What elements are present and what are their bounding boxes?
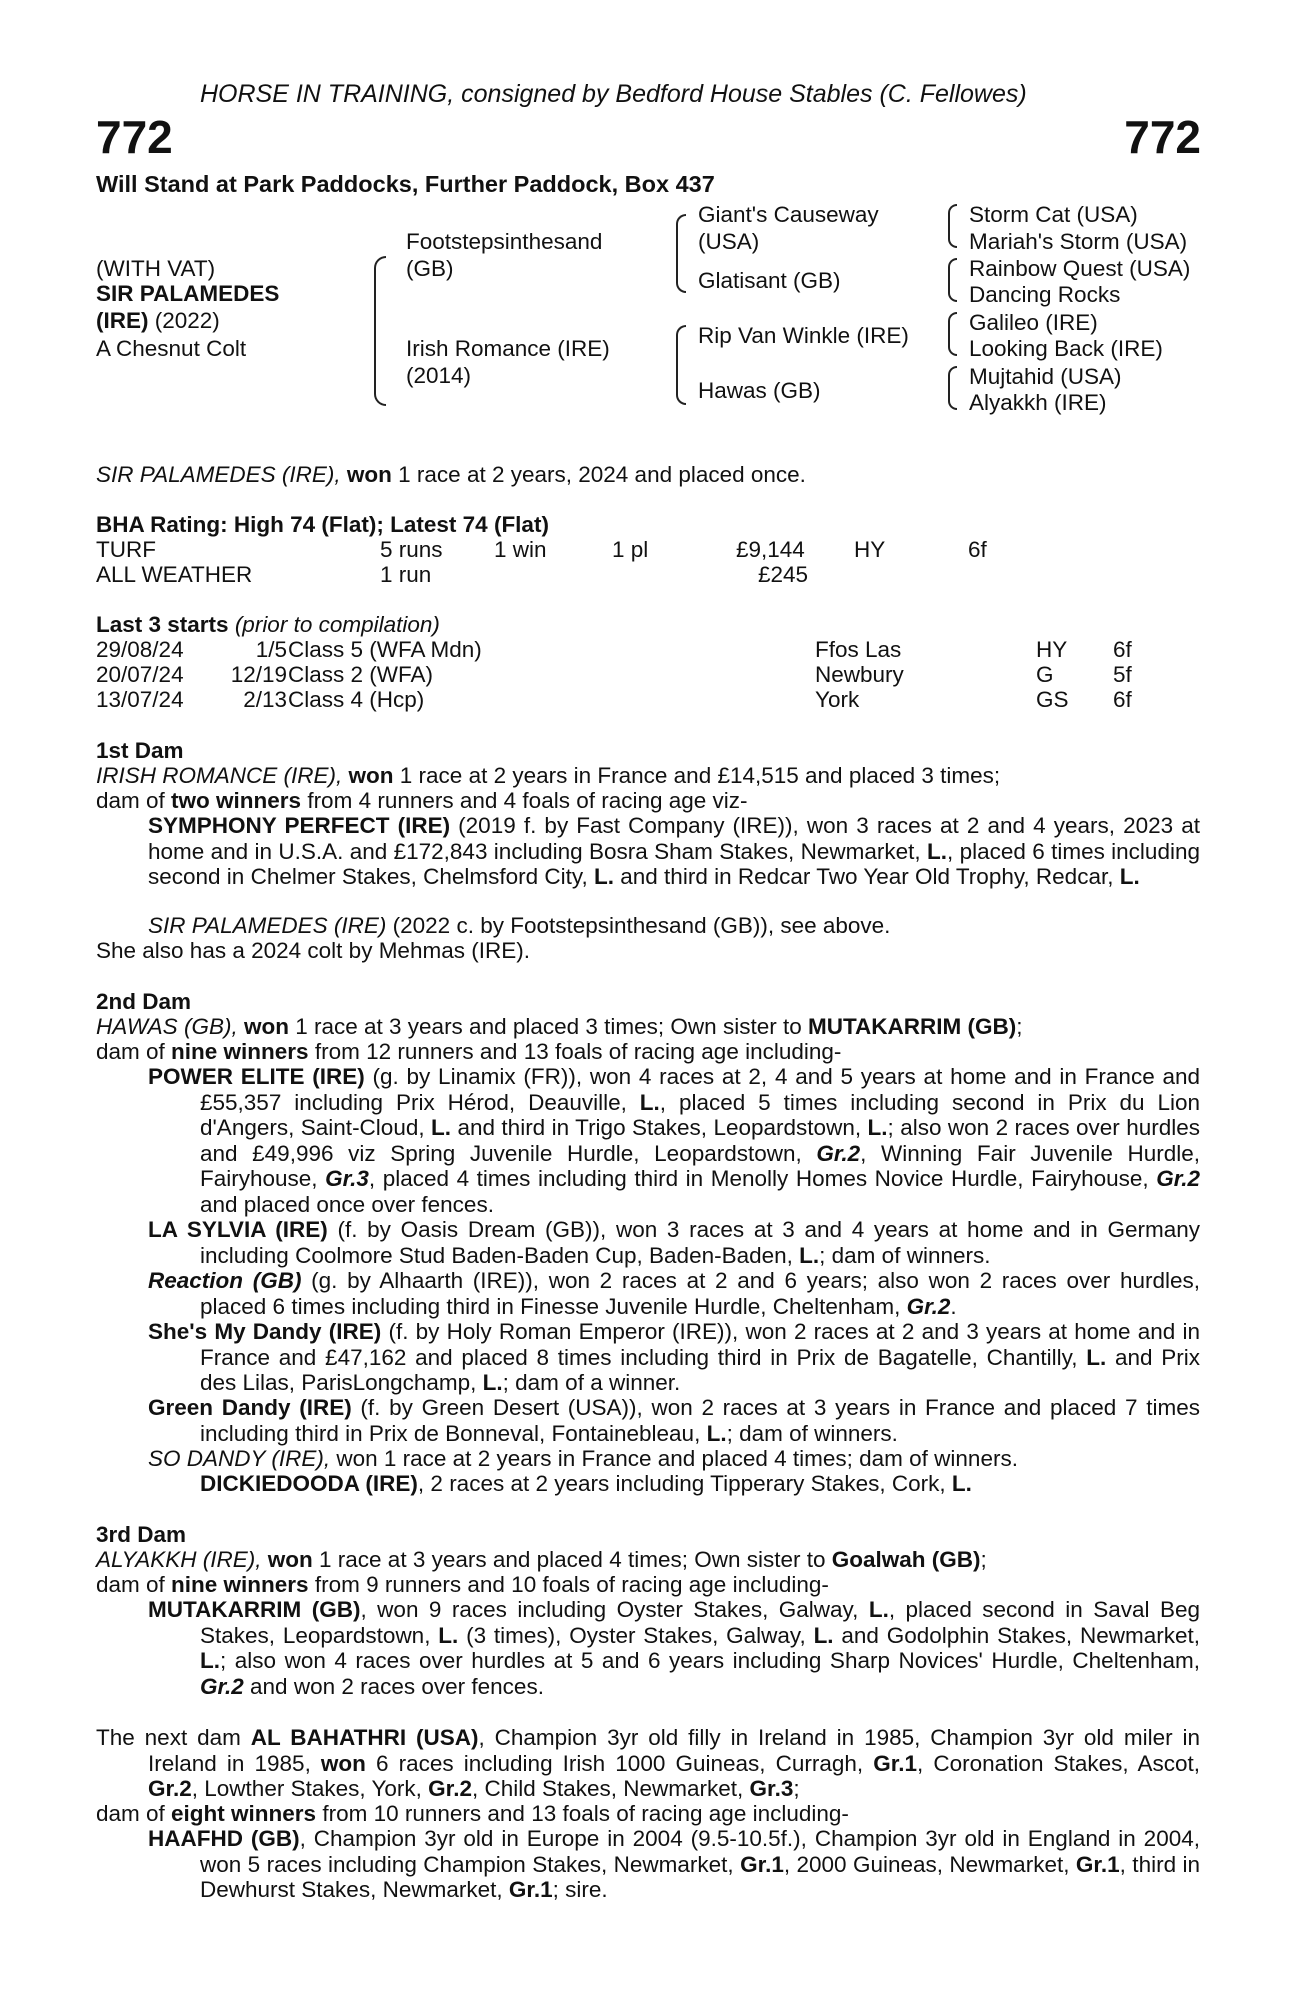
pedigree-bracket (948, 204, 957, 248)
pedigree-bracket (948, 312, 957, 356)
next-dam-line: The next dam AL BAHATHRI (USA), Champion 3yr old filly in Ireland in 1985, Champion 3yr old miler in Ireland in 1985, won 6 races including Irish 1000 Guineas, Curragh, Gr.1, Coronation Stakes, Ascot, Gr.2, Lowther Stakes, York, Gr.2, Child Stakes, Newmarket, Gr.3; (96, 1725, 1201, 1801)
bha-rating: BHA Rating: High 74 (Flat); Latest 74 (Flat) (96, 512, 549, 537)
start-race: Class 4 (Hcp) (288, 687, 425, 712)
horse-name: SIR PALAMEDES (96, 281, 280, 306)
start-position: 1/5 (255, 637, 287, 662)
ss-dam: Mariah's Storm (USA) (969, 229, 1188, 254)
pedigree-bracket (374, 256, 386, 406)
dam-produce-line: dam of nine winners from 9 runners and 10 foals of racing age including- (96, 1572, 829, 1597)
section-heading: 3rd Dam (96, 1522, 187, 1547)
produce-entry: SIR PALAMEDES (IRE) (2022 c. by Footstepsinthesand (GB)), see above. (148, 913, 891, 938)
grand-produce-entry: DICKIEDOODA (IRE), 2 races at 2 years including Tipperary Stakes, Cork, L. (200, 1471, 972, 1496)
sire-country: (GB) (406, 256, 454, 281)
start-date: 20/07/24 (96, 662, 184, 687)
dam-line: IRISH ROMANCE (IRE), won 1 race at 2 years in France and £14,515 and placed 3 times; (96, 763, 1001, 788)
produce-entry: HAAFHD (GB), Champion 3yr old in Europe in 2004 (9.5-10.5f.), Champion 3yr old in England in 2004, won 5 races including Champion Stakes, Newmarket, Gr.1, 2000 Guineas, Newmarket, Gr.1, third in Dewhurst Stakes, Newmarket, Gr.1; sire. (148, 1826, 1200, 1902)
sire-sire: Giant's Causeway (698, 202, 879, 227)
produce-entry: LA SYLVIA (IRE) (f. by Oasis Dream (GB)), won 3 races at 3 and 4 years at home and in Germany including Coolmore Stud Baden-Baden Cup, Baden-Baden, L.; dam of winners. (148, 1217, 1200, 1268)
ds-sire: Galileo (IRE) (969, 310, 1098, 335)
start-going: G (1036, 662, 1054, 687)
record-places: 1 pl (612, 537, 649, 562)
record-runs: 5 runs (380, 537, 443, 562)
produce-entry: Green Dandy (IRE) (f. by Green Desert (USA)), won 2 races at 3 years in France and placed 7 times including third in Prix de Bonneval, Fontainebleau, L.; dam of winners. (148, 1395, 1200, 1446)
start-race: Class 5 (WFA Mdn) (288, 637, 482, 662)
sire-name: Footstepsinthesand (406, 229, 603, 254)
start-going: HY (1036, 637, 1068, 662)
dam-produce-line: dam of two winners from 4 runners and 4 foals of racing age viz- (96, 788, 748, 813)
lot-number-left: 772 (96, 111, 173, 163)
start-course: Newbury (815, 662, 904, 687)
record-going: HY (854, 537, 886, 562)
produce-entry: Reaction (GB) (g. by Alhaarth (IRE)), won 2 races at 2 and 6 years; also won 2 races over hurdles, placed 6 times including third in Finesse Juvenile Hurdle, Cheltenham, Gr.2. (148, 1268, 1200, 1319)
record-surface: ALL WEATHER (96, 562, 253, 587)
dam-year: (2014) (406, 363, 472, 388)
pedigree-bracket (676, 214, 686, 293)
start-position: 12/19 (230, 662, 287, 687)
race-summary: SIR PALAMEDES (IRE), won 1 race at 2 years, 2024 and placed once. (96, 462, 806, 487)
dam-produce-line: dam of nine winners from 12 runners and 13 foals of racing age including- (96, 1039, 842, 1064)
pedigree-bracket (676, 325, 686, 405)
start-date: 13/07/24 (96, 687, 184, 712)
pedigree-bracket (948, 366, 957, 410)
sd-sire: Rainbow Quest (USA) (969, 256, 1191, 281)
lot-number-right: 772 (1124, 111, 1201, 163)
start-going: GS (1036, 687, 1069, 712)
record-distance: 6f (968, 537, 987, 562)
dd-dam: Alyakkh (IRE) (969, 390, 1107, 415)
ss-sire: Storm Cat (USA) (969, 202, 1138, 227)
horse-country-year: (IRE) (2022) (96, 308, 220, 333)
record-surface: TURF (96, 537, 156, 562)
section-heading: 1st Dam (96, 738, 184, 763)
pedigree-bracket (948, 258, 957, 302)
sire-dam: Glatisant (GB) (698, 268, 841, 293)
produce-entry: She's My Dandy (IRE) (f. by Holy Roman Emperor (IRE)), won 2 races at 2 and 3 years at home and in France and £47,162 and placed 8 times including third in Prix de Bagatelle, Chantilly, L. and Prix des Lilas, ParisLongchamp, L.; dam of a winner. (148, 1319, 1200, 1395)
stable-location: Will Stand at Park Paddocks, Further Paddock, Box 437 (96, 171, 715, 197)
start-distance: 5f (1113, 662, 1132, 687)
horse-description: A Chesnut Colt (96, 336, 247, 361)
produce-entry: SO DANDY (IRE), won 1 race at 2 years in France and placed 4 times; dam of winners. (148, 1446, 1018, 1471)
produce-entry: POWER ELITE (IRE) (g. by Linamix (FR)), won 4 races at 2, 4 and 5 years at home and in France and £55,357 including Prix Hérod, Deauville, L., placed 5 times including second in Prix du Lion d'Angers, Saint-Cloud, L. and third in Trigo Stakes, Leopardstown, L.; also won 2 races over hurdles and £49,996 viz Spring Juvenile Hurdle, Leopardstown, Gr.2, Winning Fair Juvenile Hurdle, Fairyhouse, Gr.3, placed 4 times including third in Menolly Homes Novice Hurdle, Fairyhouse, Gr.2 and placed once over fences. (148, 1064, 1201, 1217)
dam-produce-line: dam of eight winners from 10 runners and 13 foals of racing age including- (96, 1801, 849, 1826)
sire-sire-country: (USA) (698, 229, 760, 254)
record-wins: 1 win (494, 537, 547, 562)
ds-dam: Looking Back (IRE) (969, 336, 1163, 361)
dam-sire: Rip Van Winkle (IRE) (698, 323, 909, 348)
start-course: York (815, 687, 860, 712)
dam-dam: Hawas (GB) (698, 378, 821, 403)
start-distance: 6f (1113, 687, 1132, 712)
start-date: 29/08/24 (96, 637, 184, 662)
last-starts-heading: Last 3 starts (prior to compilation) (96, 612, 440, 637)
section-heading: 2nd Dam (96, 989, 192, 1014)
dam-line: ALYAKKH (IRE), won 1 race at 3 years and placed 4 times; Own sister to Goalwah (GB); (96, 1547, 987, 1572)
record-earnings: £9,144 (736, 537, 805, 562)
dam-note: She also has a 2024 colt by Mehmas (IRE). (96, 938, 530, 963)
consignor-line: HORSE IN TRAINING, consigned by Bedford House Stables (C. Fellowes) (200, 80, 1027, 108)
start-course: Ffos Las (815, 637, 902, 662)
dam-line: HAWAS (GB), won 1 race at 3 years and placed 3 times; Own sister to MUTAKARRIM (GB); (96, 1014, 1023, 1039)
vat-note: (WITH VAT) (96, 256, 216, 281)
record-runs: 1 run (380, 562, 432, 587)
record-earnings: £245 (758, 562, 809, 587)
start-position: 2/13 (243, 687, 287, 712)
start-distance: 6f (1113, 637, 1132, 662)
start-race: Class 2 (WFA) (288, 662, 434, 687)
produce-entry: SYMPHONY PERFECT (IRE) (2019 f. by Fast Company (IRE)), won 3 races at 2 and 4 years, 2023 at home and in U.S.A. and £172,843 including Bosra Sham Stakes, Newmarket, L., placed 6 times including second in Chelmer Stakes, Chelmsford City, L. and third in Redcar Two Year Old Trophy, Redcar, L. (148, 813, 1200, 889)
sd-dam: Dancing Rocks (969, 282, 1121, 307)
dd-sire: Mujtahid (USA) (969, 364, 1122, 389)
produce-entry: MUTAKARRIM (GB), won 9 races including Oyster Stakes, Galway, L., placed second in Saval Beg Stakes, Leopardstown, L. (3 times), Oyster Stakes, Galway, L. and Godolphin Stakes, Newmarket, L.; also won 4 races over hurdles at 5 and 6 years including Sharp Novices' Hurdle, Cheltenham, Gr.2 and won 2 races over fences. (148, 1597, 1200, 1699)
dam-name: Irish Romance (IRE) (406, 336, 610, 361)
